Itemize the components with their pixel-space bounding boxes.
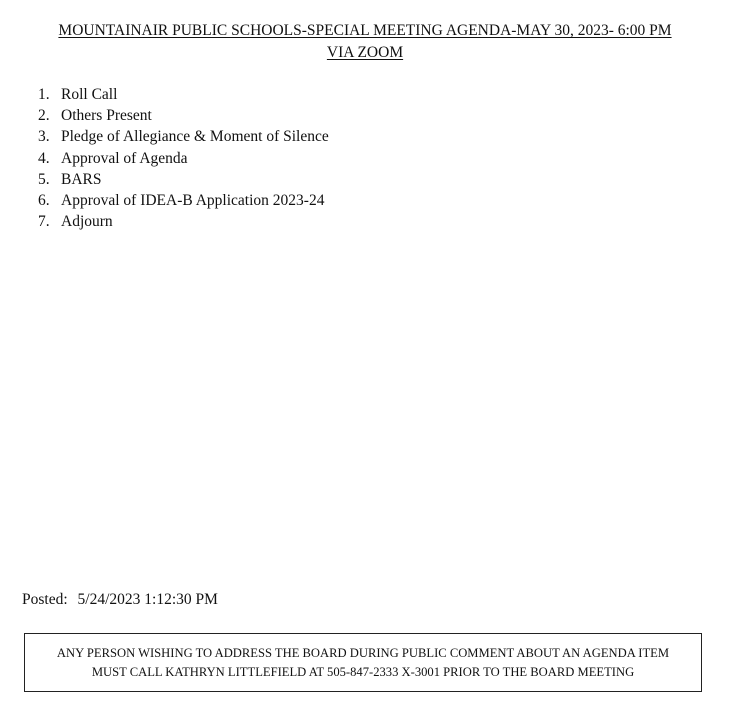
- agenda-item-number: 4.: [38, 149, 50, 167]
- posted-timestamp: [22, 590, 218, 610]
- agenda-item-number: 5.: [38, 170, 50, 188]
- agenda-item-number: 3.: [38, 128, 50, 146]
- notice-line-2: MUST CALL KATHRYN LITTLEFIELD AT 505-847-2333 X-3001 PRIOR TO THE BOARD MEETING: [91, 664, 635, 679]
- agenda-item: [38, 169, 329, 190]
- public-comment-notice: [24, 633, 702, 692]
- agenda-list: [38, 84, 329, 232]
- agenda-item-text: Approval of Agenda: [61, 149, 188, 167]
- agenda-item-number: 7.: [38, 213, 50, 231]
- agenda-item-text: Approval of IDEA-B Application 2023-24: [61, 191, 325, 209]
- agenda-item-number: 6.: [38, 191, 50, 209]
- posted-value: 5/24/2023 1:12:30 PM: [77, 591, 218, 608]
- title-line-1: [0, 20, 730, 42]
- agenda-item: [38, 148, 329, 169]
- agenda-item: [38, 105, 329, 126]
- meeting-venue: VIA ZOOM: [326, 44, 404, 61]
- agenda-item-number: 1.: [38, 86, 50, 103]
- meeting-title: MOUNTAINAIR PUBLIC SCHOOLS-SPECIAL MEETING AGENDA-MAY 30, 2023- 6:00 PM: [58, 22, 672, 39]
- agenda-item-text: BARS: [61, 170, 102, 188]
- title-line-2: [0, 42, 730, 64]
- agenda-item: [38, 84, 329, 105]
- posted-label: Posted:: [22, 591, 68, 608]
- agenda-item-text: Roll Call: [61, 86, 118, 103]
- agenda-title: [0, 20, 730, 64]
- agenda-item-text: Pledge of Allegiance & Moment of Silence: [61, 128, 329, 146]
- notice-line-1: ANY PERSON WISHING TO ADDRESS THE BOARD DURING PUBLIC COMMENT ABOUT AN AGENDA ITEM: [56, 645, 670, 660]
- agenda-item: [38, 126, 329, 147]
- agenda-item-text: Adjourn: [61, 213, 113, 231]
- agenda-item: [38, 190, 329, 211]
- agenda-item: [38, 211, 329, 232]
- agenda-item-text: Others Present: [61, 107, 152, 125]
- agenda-item-number: 2.: [38, 107, 50, 125]
